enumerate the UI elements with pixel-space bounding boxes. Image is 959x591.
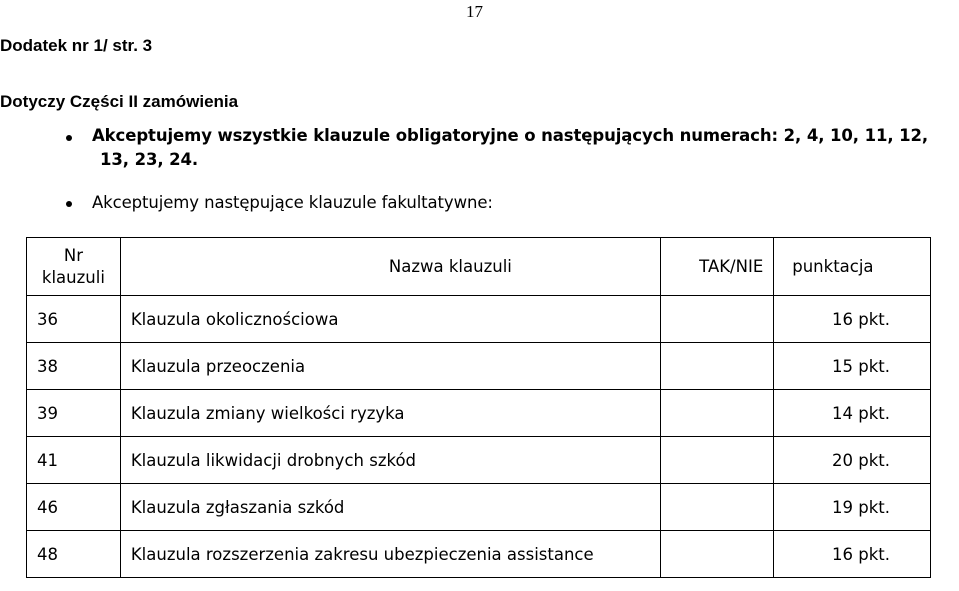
header-points: punktacja [774, 238, 931, 296]
header-clause-number [27, 238, 121, 296]
bullet-icon [66, 135, 72, 141]
cell-clause-name: Klauzula zmiany wielkości ryzyka [120, 390, 660, 437]
cell-yes-no [660, 390, 773, 437]
cell-clause-number: 39 [27, 390, 121, 437]
cell-points: 19 pkt. [774, 484, 931, 531]
cell-points: 14 pkt. [774, 390, 931, 437]
header-clause-number-line2: klauzuli [41, 267, 105, 287]
section-title: Dotyczy Części II zamówienia [0, 92, 239, 111]
optional-clauses-text: Akceptujemy następujące klauzule fakultatywne: [92, 193, 493, 212]
cell-points: 20 pkt. [774, 437, 931, 484]
cell-yes-no [660, 437, 773, 484]
cell-yes-no [660, 343, 773, 390]
table-row [27, 390, 931, 437]
addendum-title: Dodatek nr 1/ str. 3 [0, 36, 153, 55]
cell-points: 16 pkt. [774, 296, 931, 343]
table-row [27, 484, 931, 531]
table-row [27, 437, 931, 484]
table-row [27, 296, 931, 343]
obligatory-clauses-text: Akceptujemy wszystkie klauzule obligatoryjne o następujących numerach: 2, 4, 10, 11, 12, [92, 126, 929, 145]
header-clause-name: Nazwa klauzuli [120, 238, 660, 296]
table-header-row [27, 238, 931, 296]
cell-points: 16 pkt. [774, 531, 931, 578]
cell-clause-name: Klauzula okolicznościowa [120, 296, 660, 343]
clauses-table [26, 237, 931, 578]
cell-clause-number: 46 [27, 484, 121, 531]
cell-clause-number: 38 [27, 343, 121, 390]
header-clause-number-line1: Nr [63, 245, 83, 265]
cell-yes-no [660, 296, 773, 343]
cell-yes-no [660, 531, 773, 578]
bullet-icon [66, 201, 72, 207]
header-yes-no: TAK/NIE [660, 238, 773, 296]
obligatory-clauses-text-continued: 13, 23, 24. [100, 150, 199, 169]
table-row [27, 343, 931, 390]
cell-yes-no [660, 484, 773, 531]
page-number: 17 [466, 2, 483, 21]
cell-clause-name: Klauzula likwidacji drobnych szkód [120, 437, 660, 484]
cell-clause-name: Klauzula rozszerzenia zakresu ubezpieczenia assistance [120, 531, 660, 578]
cell-clause-name: Klauzula zgłaszania szkód [120, 484, 660, 531]
cell-clause-number: 36 [27, 296, 121, 343]
table-row [27, 531, 931, 578]
cell-clause-name: Klauzula przeoczenia [120, 343, 660, 390]
cell-clause-number: 41 [27, 437, 121, 484]
cell-points: 15 pkt. [774, 343, 931, 390]
cell-clause-number: 48 [27, 531, 121, 578]
